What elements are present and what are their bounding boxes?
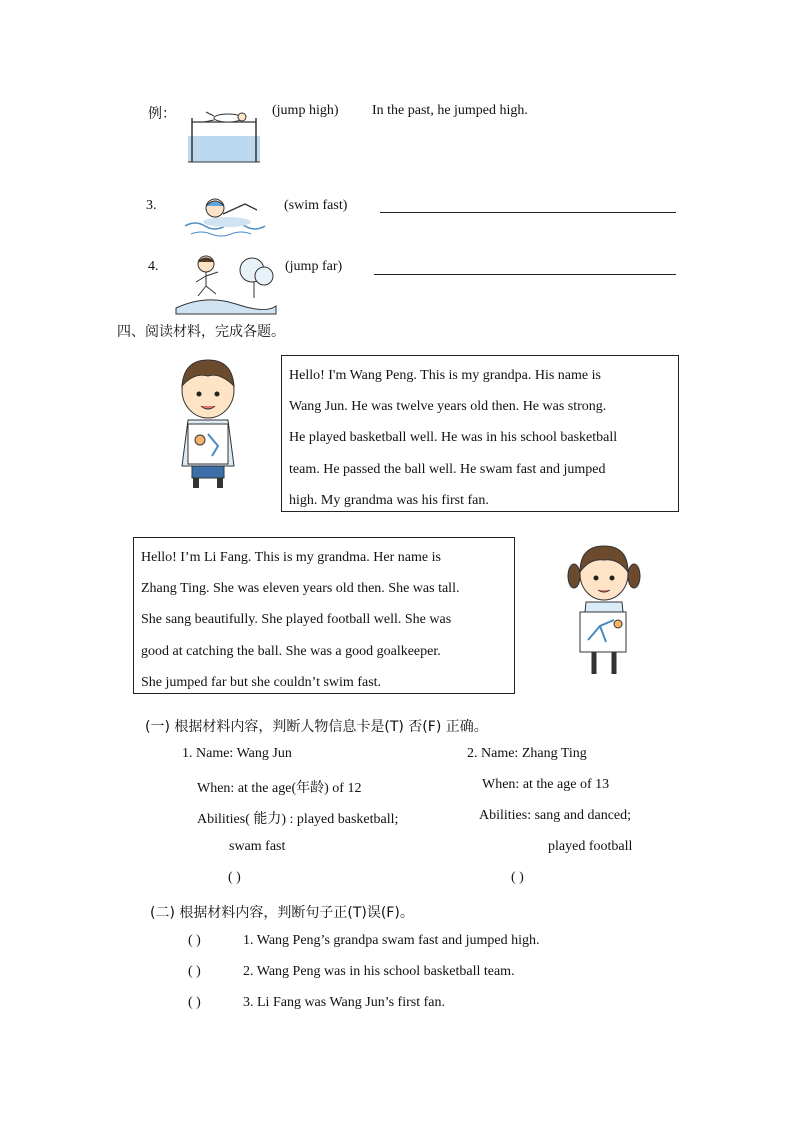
part4-heading: 四、阅读材料，完成各题。 [117,324,285,340]
card2-when: When: at the age of 13 [482,777,610,792]
tf-answer-blank[interactable]: ( ) [188,995,201,1010]
tf-statement: 1. Wang Peng’s grandpa swam fast and jumped high. [243,933,540,948]
card2-answer-blank[interactable]: ( ) [511,870,524,885]
long-jump-child-illustration [176,250,276,314]
passage1-line: high. My grandma was his first fan. [289,492,489,508]
example-answer: In the past, he jumped high. [372,103,528,118]
passage2-box [133,537,515,694]
passage2-line: She sang beautifully. She played football well. She was [141,612,452,628]
passage1-box [281,355,679,512]
item-3-hint: (swim fast) [284,198,348,213]
item-4-hint: (jump far) [285,259,343,274]
card2-name: 2. Name: Zhang Ting [467,746,587,761]
example-label: 例： [148,106,176,122]
swimming-child-illustration [183,190,273,242]
passage1-line: Hello! I'm Wang Peng. This is my grandpa. His name is [289,368,601,383]
item-3-number: 3. [146,198,157,213]
passage1-line: He played basketball well. He was in his school basketball [289,430,618,446]
item-4-answer-line[interactable] [374,274,676,275]
card1-abilities-cont: swam fast [229,839,286,854]
passage2-line: Zhang Ting. She was eleven years old then. She was tall. [141,581,460,597]
passage1-line: Wang Jun. He was twelve years old then. He was strong. [289,399,607,415]
example-hint: (jump high) [272,103,339,118]
section1-title: (一) 根据材料内容，判断人物信息卡是(T) 否(F) 正确。 [145,719,488,735]
item-3-answer-line[interactable] [380,212,676,213]
passage2-line: She jumped far but she couldn’t swim fast. [141,674,382,690]
tf-statement: 3. Li Fang was Wang Jun’s first fan. [243,995,445,1010]
card1-when: When: at the age(年龄) of 12 [197,781,362,796]
tf-statement: 2. Wang Peng was in his school basketball team. [243,964,515,979]
item-4-number: 4. [148,259,159,274]
girl-holding-goalkeeper-photo [566,540,642,678]
card1-answer-blank[interactable]: ( ) [228,870,241,885]
card2-abilities-cont: played football [548,839,633,854]
card2-abilities: Abilities: sang and danced; [479,808,632,823]
tf-answer-blank[interactable]: ( ) [188,933,201,948]
boy-holding-basketball-photo [170,356,246,496]
passage1-line: team. He passed the ball well. He swam fast and jumped [289,461,606,477]
high-jump-illustration [184,104,264,164]
section2-title: (二) 根据材料内容，判断句子正(T)误(F)。 [150,905,414,921]
passage2-line: good at catching the ball. She was a good goalkeeper. [141,643,441,659]
passage2-line: Hello! I’m Li Fang. This is my grandma. Her name is [141,550,441,565]
card1-abilities: Abilities( 能力) : played basketball; [197,812,399,827]
card1-name: 1. Name: Wang Jun [182,746,292,761]
tf-answer-blank[interactable]: ( ) [188,964,201,979]
